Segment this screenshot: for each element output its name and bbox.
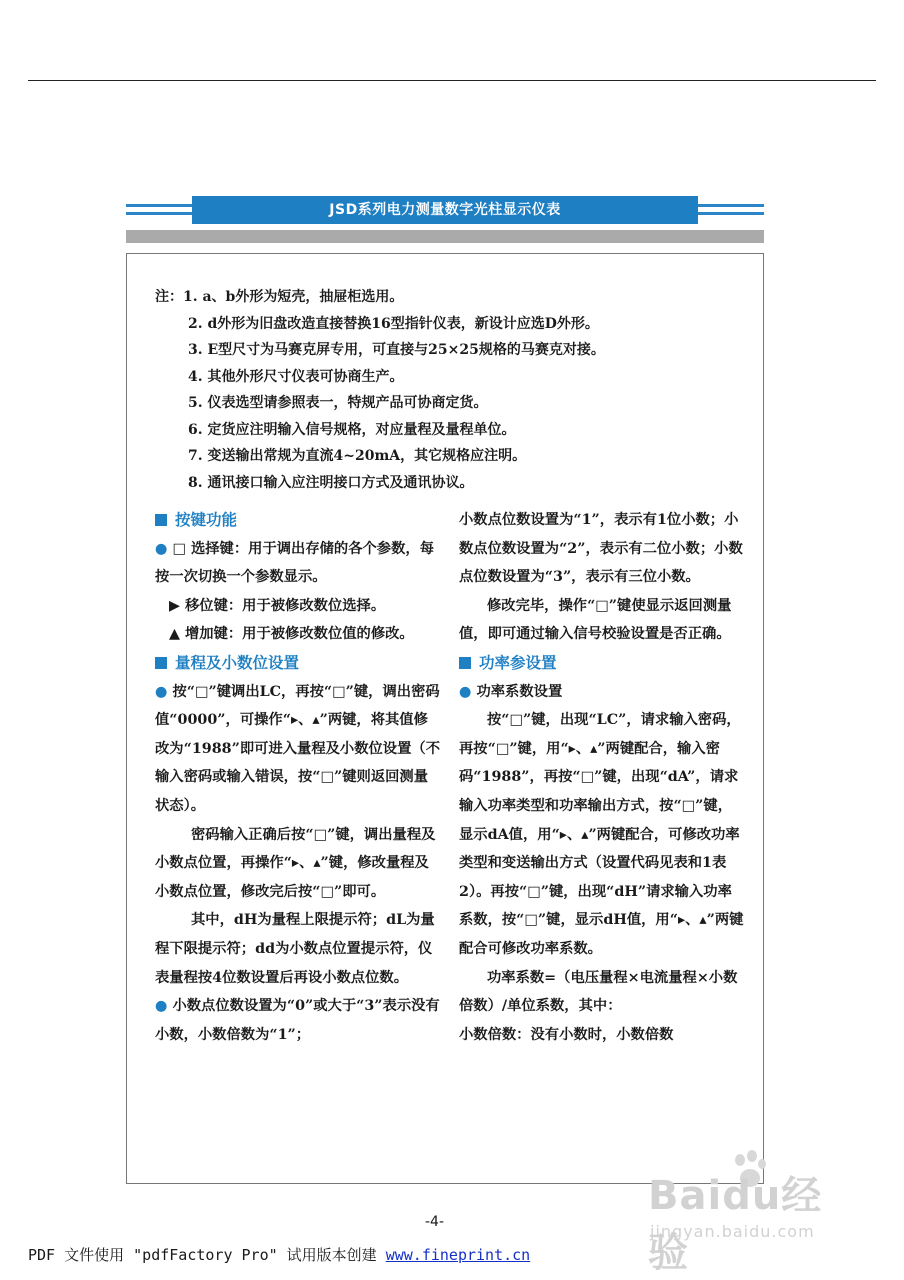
paragraph: 小数点位数设置为“1”，表示有1位小数；小数点位数设置为“2”，表示有二位小数；小数点位数设置为“3”，表示有三位小数。: [459, 512, 743, 586]
note-item: 8. 通讯接口输入应注明接口方式及通讯协议。: [188, 474, 474, 491]
key-shift-text: ▶ 移位键：用于被修改数位选择。: [169, 597, 386, 614]
note-item: 4. 其他外形尺寸仪表可协商生产。: [188, 368, 404, 385]
note-item: 5. 仪表选型请参照表一，特规产品可协商定货。: [188, 395, 488, 411]
paragraph: 其中，dH为量程上限提示符；dL为量程下限提示符；dd为小数点位置提示符，仪表量程按4位数设置后再设小数点位数。: [155, 912, 435, 986]
square-bullet-icon: [155, 657, 167, 669]
right-column: [459, 506, 745, 1049]
key-select-text: ● □ 选择键：用于调出存储的各个参数，每按一次切换一个参数显示。: [155, 540, 434, 586]
banner-title: JSD系列电力测量数字光柱显示仪表: [192, 196, 698, 224]
paragraph: 功率系数=（电压量程×电流量程×小数倍数）/单位系数，其中：: [459, 969, 738, 1015]
top-rule: [28, 80, 876, 81]
paragraph: ● 按“□”键调出LC，再按“□”键，调出密码值“0000”，可操作“▸、▴”两键，将其值修改为“1988”即可进入量程及小数位设置（不输入密码或输入错误，按“□”键则返回测量状态）。: [155, 683, 440, 814]
section-heading: 量程及小数位设置: [155, 649, 441, 678]
paragraph: 按“□”键，出现“LC”，请求输入密码，再按“□”键，用“▸、▴”两键配合，输入密码“1988”，再按“□”键，出现“dA”，请求输入功率类型和功率输出方式，按“□”键，显示dA值，用“▸、▴”两键配合，可修改功率类型和变送输出方式（设置代码见表和1表2）。再按“□”键，出现“dH”请求输入功率系数，按“□”键，显示dH值，用“▸、▴”两键配合可修改功率系数。: [459, 712, 744, 957]
footer-text: PDF 文件使用 "pdfFactory Pro" 试用版本创建: [28, 1246, 386, 1264]
paragraph: 密码输入正确后按“□”键，调出量程及小数点位置，再操作“▸、▴”键，修改量程及小数点位置，修改完后按“□”即可。: [155, 826, 436, 900]
subheading: ● 功率系数设置: [459, 683, 563, 700]
footer-link[interactable]: www.fineprint.cn: [385, 1246, 531, 1264]
section-heading: 功率参设置: [459, 649, 745, 678]
watermark-url: jingyan.baidu.com: [650, 1222, 815, 1241]
page-number: -4-: [425, 1214, 445, 1230]
note-item: 2. d外形为旧盘改造直接替换16型指针仪表，新设计应选D外形。: [188, 315, 599, 332]
baidu-watermark: [630, 1150, 860, 1276]
square-bullet-icon: [155, 514, 167, 526]
left-column: [155, 506, 441, 1049]
paragraph: 小数倍数：没有小数时，小数倍数: [459, 1026, 674, 1043]
key-inc-text: ▲ 增加键：用于被修改数位值的修改。: [169, 626, 414, 643]
pdf-footer: [28, 1244, 530, 1265]
section-heading: 按键功能: [155, 506, 441, 535]
bullet-dot-icon: ●: [155, 998, 168, 1015]
title-banner: [126, 196, 764, 226]
square-bullet-icon: [459, 657, 471, 669]
bullet-dot-icon: ●: [459, 683, 472, 700]
note-item: 注：1. a、b外形为短壳，抽屉柜选用。: [155, 289, 404, 305]
bullet-dot-icon: ●: [155, 683, 168, 700]
watermark-brand: Baidu经验: [648, 1173, 823, 1276]
notes-list: [155, 284, 755, 496]
note-item: 7. 变送输出常规为直流4~20mA，其它规格应注明。: [188, 448, 527, 464]
paragraph: 修改完毕，操作“□”键使显示返回测量值，即可通过输入信号校验设置是否正确。: [459, 597, 732, 643]
note-item: 6. 定货应注明输入信号规格，对应量程及量程单位。: [188, 421, 516, 438]
bullet-dot-icon: ●: [155, 540, 168, 557]
paragraph: ● 小数点位数设置为“0”或大于“3”表示没有小数，小数倍数为“1”；: [155, 998, 440, 1043]
gray-bar: [126, 230, 764, 243]
note-item: 3. E型尺寸为马赛克屏专用，可直接与25×25规格的马赛克对接。: [188, 342, 605, 358]
